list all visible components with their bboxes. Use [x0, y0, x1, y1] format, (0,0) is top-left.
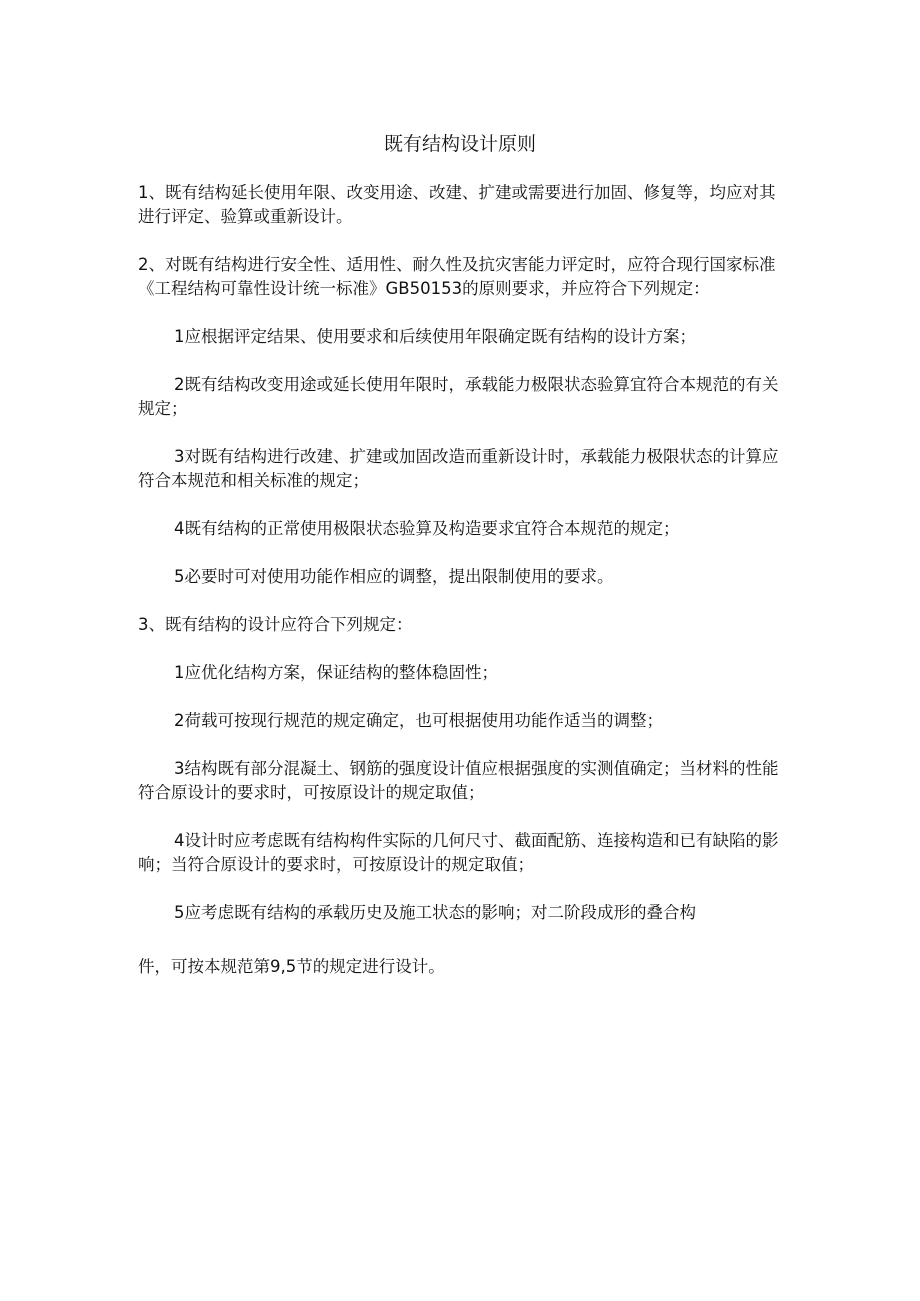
paragraph-2-item-2: 2既有结构改变用途或延长使用年限时，承载能力极限状态验算宜符合本规范的有关规定； [138, 375, 779, 418]
paragraph-3-item-4: 4设计时应考虑既有结构构件实际的几何尺寸、截面配筋、连接构造和已有缺陷的影响；当符合原设计的要求时，可按原设计的规定取值； [138, 831, 779, 874]
paragraph-3-item-1: 1应优化结构方案，保证结构的整体稳固性； [174, 663, 498, 682]
paragraph-1: 1、既有结构延长使用年限、改变用途、改建、扩建或需要进行加固、修复等，均应对其进行评定、验算或重新设计。 [138, 183, 776, 226]
paragraph-3-item-3: 3结构既有部分混凝土、钢筋的强度设计值应根据强度的实测值确定；当材料的性能符合原设计的要求时，可按原设计的规定取值； [138, 759, 779, 802]
paragraph-2-item-4: 4既有结构的正常使用极限状态验算及构造要求宜符合本规范的规定； [174, 519, 680, 538]
paragraph-2: 2、对既有结构进行安全性、适用性、耐久性及抗灾害能力评定时，应符合现行国家标准《工程结构可靠性设计统一标准》GB50153的原则要求，并应符合下列规定： [138, 255, 776, 298]
document-title: 既有结构设计原则 [383, 133, 536, 155]
paragraph-2-item-5: 5必要时可对使用功能作相应的调整，提出限制使用的要求。 [174, 567, 614, 586]
paragraph-2-item-3: 3对既有结构进行改建、扩建或加固改造而重新设计时，承载能力极限状态的计算应符合本规范和相关标准的规定； [138, 447, 779, 490]
paragraph-3-item-2: 2荷载可按现行规范的规定确定，也可根据使用功能作适当的调整； [174, 711, 663, 730]
paragraph-3-item-5: 5应考虑既有结构的承载历史及施工状态的影响；对二阶段成形的叠合构 [174, 903, 696, 922]
document-body [138, 181, 786, 979]
paragraph-3: 3、既有结构的设计应符合下列规定： [138, 615, 413, 634]
paragraph-2-item-1: 1应根据评定结果、使用要求和后续使用年限确定既有结构的设计方案； [174, 327, 696, 346]
paragraph-3-item-5-continued: 件，可按本规范第9,5节的规定进行设计。 [138, 957, 445, 976]
